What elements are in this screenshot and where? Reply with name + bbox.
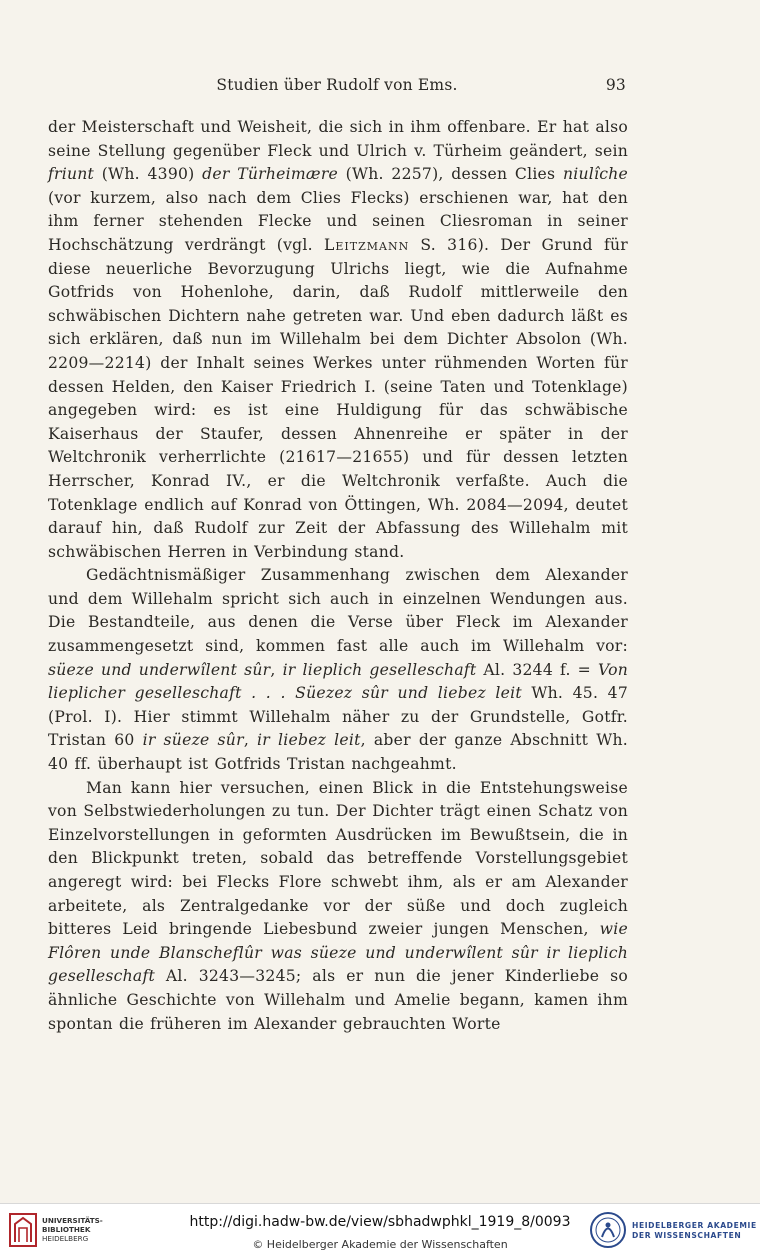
permalink-url[interactable]: http://digi.hadw-bw.de/view/sbhadwphkl_1919_8/0093 xyxy=(189,1214,571,1230)
digitization-footer xyxy=(0,1203,760,1258)
paragraph-3: Man kann hier versuchen, einen Blick in die Entstehungsweise von Selbstwiederholungen zu tun. Der Dichter trägt einen Schatz von Einzelvorstellungen in geformten Ausdrücken im Bewußtsein, die in den Blickpunkt treten, sobald das betreffende Vorstellungsgebiet angeregt wird: bei Flecks Flore schwebt ihm, als er am Alexander arbeitete, als Zentralgedanke vor der süße und doch zugleich bitteres Leid bringende Liebesbund zweier jungen Menschen, wie Flôren unde Blanscheflûr was süeze und underwîlent sûr ir lieplich geselleschaft Al. 3243—3245; als er nun die jener Kinderliebe so ähnliche Geschichte von Willehalm und Amelie begann, kamen ihm spontan die früheren im Alexander gebrauchten Worte xyxy=(48,778,628,1033)
university-library-name: UNIVERSITÄTS- BIBLIOTHEK HEIDELBERG xyxy=(42,1216,103,1243)
copyright-notice: © Heidelberger Akademie der Wissenschaften xyxy=(252,1238,508,1251)
paragraph-2: Gedächtnismäßiger Zusammenhang zwischen dem Alexander und dem Willehalm spricht sich auch in einzelnen Wendungen aus. Die Bestandteile, aus denen die Verse über Fleck im Alexander zusammengesetzt sind, kommen fast alle auch im Willehalm vor: süeze und underwîlent sûr, ir lieplich geselleschaft Al. 3244 f. = Von lieplicher geselleschaft . . . Süezez sûr und liebez leit Wh. 45. 47 (Prol. I). Hier stimmt Willehalm näher zu der Grundstelle, Gotfr. Tristan 60 ir süeze sûr, ir liebez leit, aber der ganze Abschnitt Wh. 40 ff. überhaupt ist Gotfrids Tristan nachgeahmt. xyxy=(48,566,628,774)
paragraph-1: der Meisterschaft und Weisheit, die sich in ihm offenbare. Er hat also seine Stellung gegenüber Fleck und Ulrich v. Türheim geändert, sein friunt (Wh. 4390) der Türheimære (Wh. 2257), dessen Clies niulîche (vor kurzem, also nach dem Clies Flecks) erschienen war, hat den ihm ferner stehenden Flecke und seinen Cliesroman in seiner Hochschätzung verdrängt (vgl. Leitzmann S. 316). Der Grund für diese neuerliche Bevorzugung Ulrichs liegt, wie die Aufnahme Gotfrids von Hohenlohe, darin, daß Rudolf mittlerweile den schwäbischen Dichtern nahe getreten war. Und eben dadurch läßt es sich erklären, daß nun im Willehalm bei dem Dichter Absolon (Wh. 2209—2214) der Inhalt seines Werkes unter rühmenden Worten für dessen Helden, den Kaiser Friedrich I. (seine Taten und Totenklage) angegeben wird: es ist eine Huldigung für das schwäbische Kaiserhaus der Staufer, dessen Ahnenreihe er später in der Weltchronik verherrlichte (21617—21655) und für dessen letzten Herrscher, Konrad IV., er die Weltchronik verfaßte. Auch die Totenklage endlich auf Konrad von Öttingen, Wh. 2084—2094, deutet darauf hin, daß Rudolf zur Zeit der Abfassung des Willehalm mit schwäbischen Herren in Verbindung stand. xyxy=(48,118,628,561)
academy-name: HEIDELBERGER AKADEMIE DER WISSENSCHAFTEN xyxy=(632,1221,757,1240)
author-citation: Leitzmann xyxy=(324,235,410,254)
running-title: Studien über Rudolf von Ems. xyxy=(216,76,458,94)
academy-seal-icon xyxy=(589,1210,627,1250)
page-number: 93 xyxy=(605,76,626,94)
body-text xyxy=(48,116,628,1036)
running-header xyxy=(48,76,626,98)
